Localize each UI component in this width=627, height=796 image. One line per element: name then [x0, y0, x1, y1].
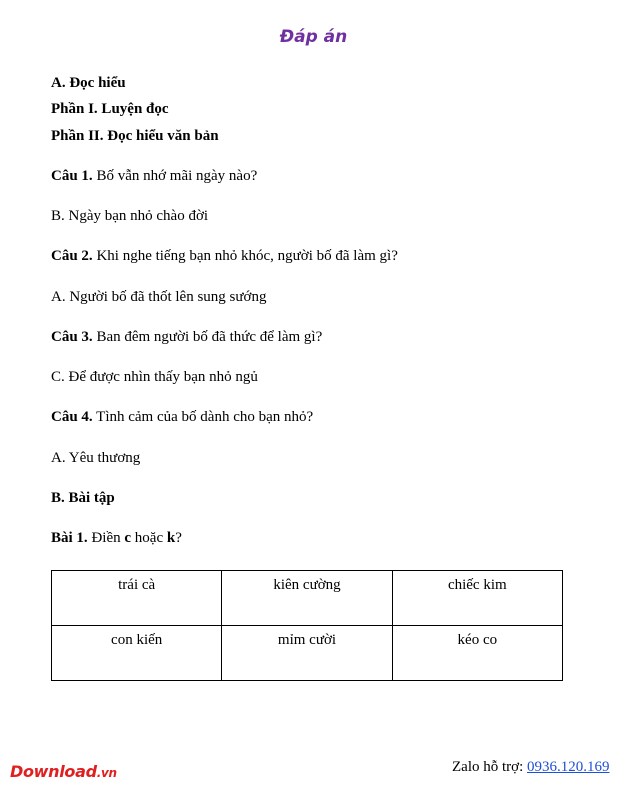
question-text: Khi nghe tiếng bạn nhỏ khóc, người bố đã làm gì? [92, 248, 398, 264]
question-4 [51, 409, 313, 426]
section-a-heading: A. Đọc hiểu [51, 75, 126, 91]
section-b-heading: B. Bài tập [51, 490, 115, 506]
table-cell: chiếc kim [392, 571, 562, 626]
exercise-text: Điền [87, 530, 125, 546]
table-cell: con kiến [52, 626, 222, 681]
exercise-label: Bài 1. [51, 530, 88, 546]
question-label: Câu 1. [51, 168, 93, 184]
question-text: Tình cảm của bố dành cho bạn nhỏ? [92, 409, 314, 425]
logo-domain: .vn [96, 766, 117, 780]
table-row [52, 571, 563, 626]
answer-2: A. Người bố đã thốt lên sung sướng [51, 289, 267, 305]
table-cell: mỉm cười [222, 626, 392, 681]
answer-3: C. Để được nhìn thấy bạn nhỏ ngủ [51, 369, 258, 385]
question-2 [51, 248, 398, 265]
question-text: Bố vẫn nhớ mãi ngày nào? [92, 168, 258, 184]
page-title: Đáp án [279, 27, 348, 47]
exercise-letter-k: k [166, 530, 176, 546]
answer-1: B. Ngày bạn nhỏ chào đời [51, 208, 209, 224]
exercise-text: ? [175, 530, 182, 546]
table-cell: kéo co [392, 626, 562, 681]
question-1 [51, 168, 257, 185]
logo-text: Download [10, 762, 97, 781]
question-label: Câu 2. [51, 248, 93, 264]
part2-heading: Phần II. Đọc hiểu văn bản [51, 128, 219, 144]
part1-heading: Phần I. Luyện đọc [51, 101, 169, 117]
table-cell: trái cà [52, 571, 222, 626]
question-label: Câu 3. [51, 329, 93, 345]
exercise-text: hoặc [131, 530, 167, 546]
answer-4: A. Yêu thương [51, 450, 141, 466]
zalo-support [452, 759, 610, 776]
table-row [52, 626, 563, 681]
table-cell: kiên cường [222, 571, 392, 626]
question-text: Ban đêm người bố đã thức để làm gì? [92, 329, 323, 345]
question-label: Câu 4. [51, 409, 93, 425]
exercise-1 [51, 530, 182, 547]
download-logo[interactable] [10, 762, 117, 781]
answer-table [51, 570, 563, 681]
zalo-label: Zalo hỗ trợ: [452, 759, 527, 775]
exercise-letter-c: c [124, 530, 132, 546]
zalo-phone-link[interactable]: 0936.120.169 [527, 759, 610, 775]
question-3 [51, 329, 322, 346]
